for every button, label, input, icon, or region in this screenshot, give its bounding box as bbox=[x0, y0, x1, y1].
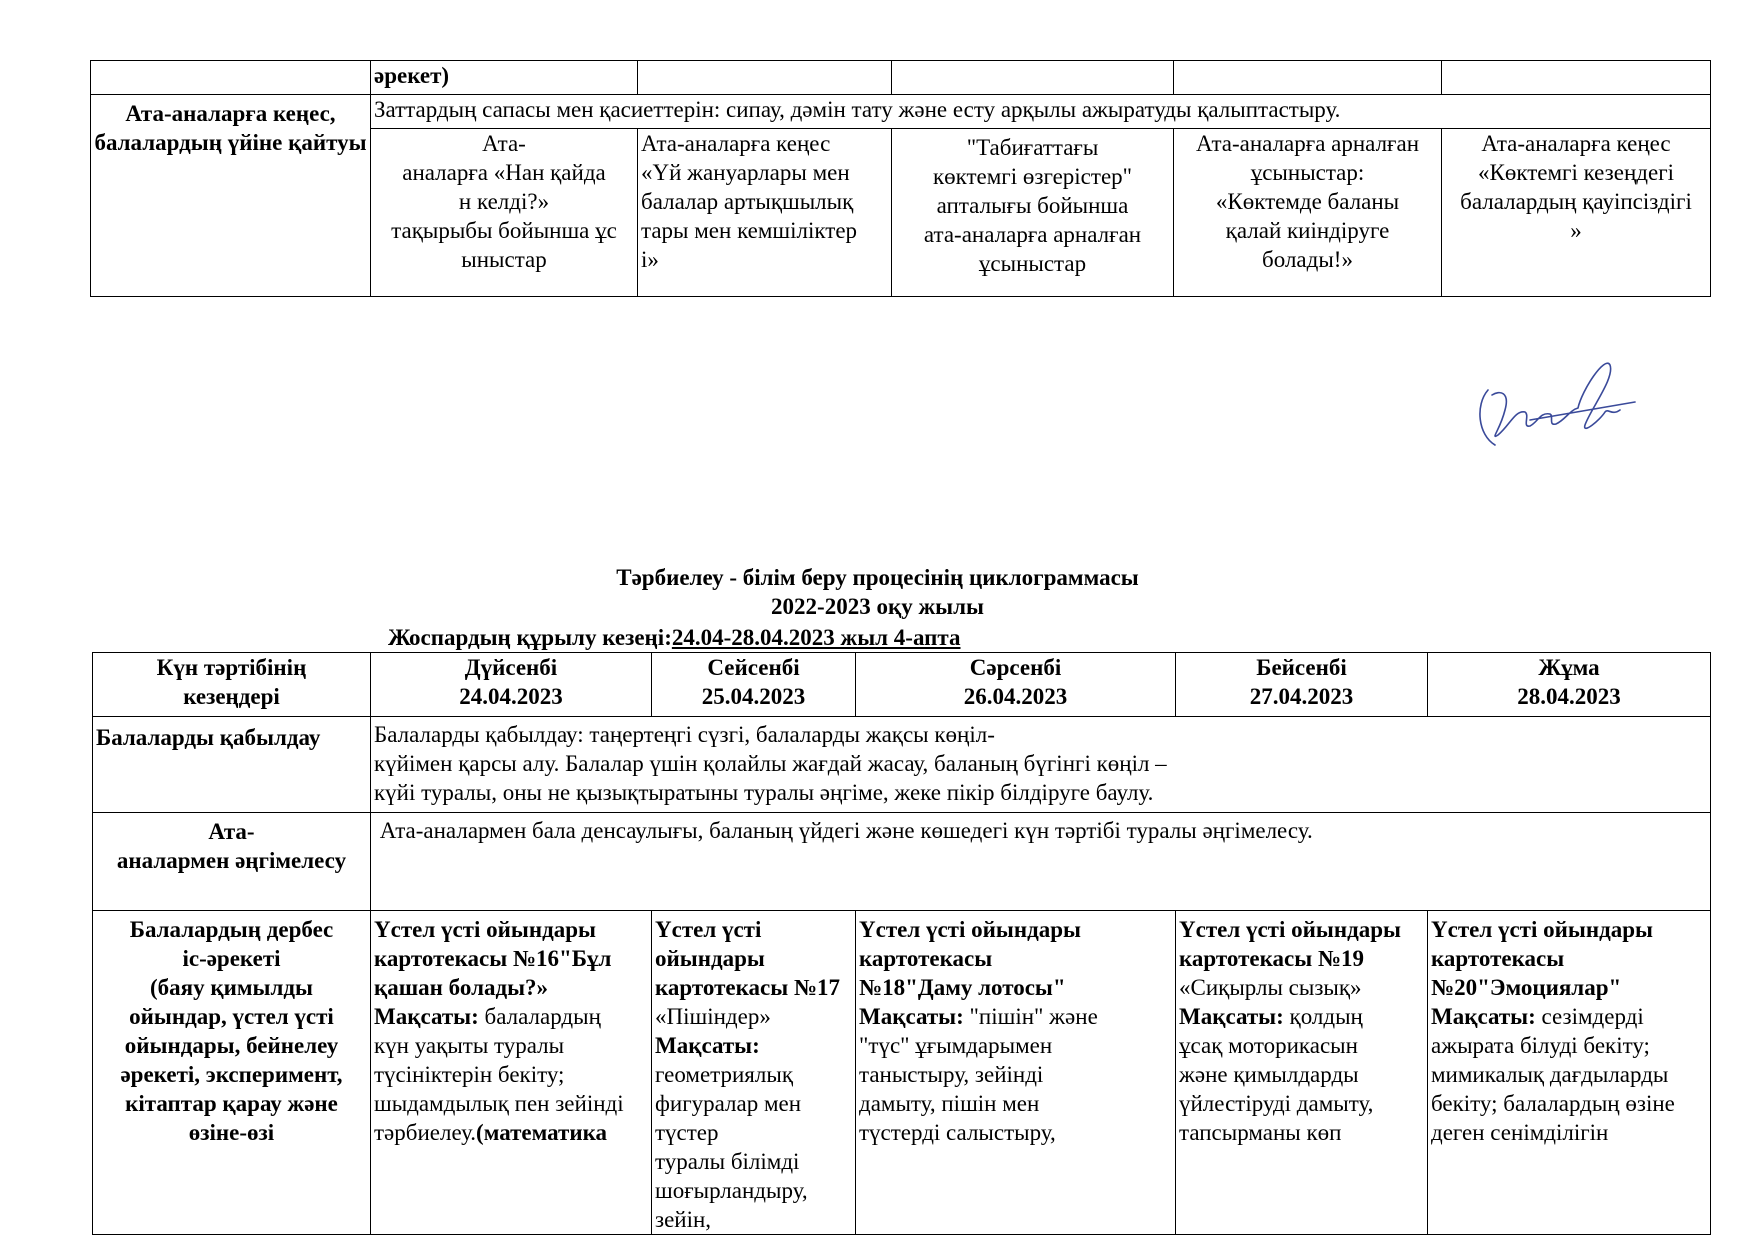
document-title: Тәрбиелеу - білім беру процесінің циклограммасы bbox=[616, 565, 1139, 590]
monday-activity: Үстел үсті ойындары картотекасы №16"Бұл қашан болады?» Мақсаты: балалардың күн уақыты туралы түсініктерін бекіту; шыдамдылық пен зейінді тәрбиелеу.(математика bbox=[371, 911, 652, 1235]
row-label-independent-activity: Балалардың дербес іс-әрекеті (баяу қимылды ойындар, үстел үсті ойындары, бейнелеу әрекеті, эксперимент, кітаптар қарау және өзіне-өзі bbox=[93, 911, 371, 1235]
thursday-advice: Ата-аналарға арналған ұсыныстар: «Көктемде баланы қалай киіндіруге болады!» bbox=[1174, 129, 1442, 297]
table-row bbox=[91, 95, 1711, 129]
previous-page-table bbox=[90, 60, 1711, 297]
table-row bbox=[93, 813, 1711, 911]
empty-cell bbox=[1442, 61, 1711, 95]
empty-cell bbox=[91, 61, 371, 95]
parents-advice-summary: Заттардың сапасы мен қасиеттерін: сипау, дәмін тату және есту арқылы ажыратуды қалыптастыру. bbox=[371, 95, 1711, 129]
header-thursday: Бейсенбі 27.04.2023 bbox=[1176, 653, 1428, 717]
wednesday-advice: "Табиғаттағы көктемгі өзгерістер" апталығы бойынша ата-аналарға арналған ұсыныстар bbox=[892, 129, 1174, 297]
tuesday-activity: Үстел үсті ойындары картотекасы №17 «Пішіндер» Мақсаты: геометриялық фигуралар мен түстер туралы білімді шоғырландыру, зейін, bbox=[652, 911, 856, 1235]
empty-cell bbox=[638, 61, 892, 95]
schedule-table bbox=[92, 652, 1711, 1235]
row-label-parents-talk: Ата- аналармен әңгімелесу bbox=[93, 813, 371, 911]
friday-activity: Үстел үсті ойындары картотекасы №20"Эмоциялар" Мақсаты: сезімдерді ажырата білуді бекіту; мимикалық дағдыларды бекіту; балалардың өзіне деген сенімділігін bbox=[1428, 911, 1711, 1235]
thursday-activity: Үстел үсті ойындары картотекасы №19 «Сиқырлы сызық» Мақсаты: қолдың ұсақ моторикасын және қимылдарды үйлестіруді дамыту, тапсырманы көп bbox=[1176, 911, 1428, 1235]
table-row bbox=[93, 717, 1711, 813]
reception-text: Балаларды қабылдау: таңертеңгі сүзгі, балаларды жақсы көңіл- күйімен қарсы алу. Балалар үшін қолайлы жағдай жасау, баланың бүгінгі көңіл – күйі туралы, оны не қызықтыратыны туралы әңгіме, жеке пікір білдіруге баулу. bbox=[371, 717, 1711, 813]
row-label-reception: Балаларды қабылдау bbox=[93, 717, 371, 813]
wednesday-activity: Үстел үсті ойындары картотекасы №18"Даму лотосы" Мақсаты: "пішін" және "түс" ұғымдарымен таныстыру, зейінді дамыту, пішін мен түстерді салыстыру, bbox=[856, 911, 1176, 1235]
header-wednesday: Сәрсенбі 26.04.2023 bbox=[856, 653, 1176, 717]
continuation-text: әрекет) bbox=[371, 61, 638, 95]
tuesday-advice: Ата-аналарға кеңес «Үй жануарлары мен балалар артықшылық тары мен кемшіліктер і» bbox=[638, 129, 892, 297]
plan-period-value: 24.04-28.04.2023 жыл 4-апта bbox=[671, 625, 961, 650]
row-label-parents-advice: Ата-аналарға кеңес, балалардың үйіне қайтуы bbox=[91, 95, 371, 297]
header-tuesday: Сейсенбі 25.04.2023 bbox=[652, 653, 856, 717]
table-row bbox=[93, 911, 1711, 1235]
header-friday: Жұма 28.04.2023 bbox=[1428, 653, 1711, 717]
header-monday: Дүйсенбі 24.04.2023 bbox=[371, 653, 652, 717]
academic-year: 2022-2023 оқу жылы bbox=[771, 594, 984, 619]
monday-advice: Ата- аналарға «Нан қайда н келді?» тақырыбы бойынша ұс ыныстар bbox=[371, 129, 638, 297]
parents-talk-text: Ата-аналармен бала денсаулығы, баланың үйдегі және көшедегі күн тәртібі туралы әңгімелесу. bbox=[371, 813, 1711, 911]
header-periods: Күн тәртібінің кезеңдері bbox=[93, 653, 371, 717]
empty-cell bbox=[1174, 61, 1442, 95]
plan-period-label: Жоспардың құрылу кезеңі: bbox=[388, 625, 672, 650]
plan-period-line bbox=[388, 623, 961, 652]
friday-advice: Ата-аналарға кеңес «Көктемгі кезеңдегі балалардың қауіпсіздігі » bbox=[1442, 129, 1711, 297]
table-row bbox=[91, 61, 1711, 95]
handwritten-signature bbox=[1470, 350, 1640, 460]
table-header-row bbox=[93, 653, 1711, 717]
empty-cell bbox=[892, 61, 1174, 95]
